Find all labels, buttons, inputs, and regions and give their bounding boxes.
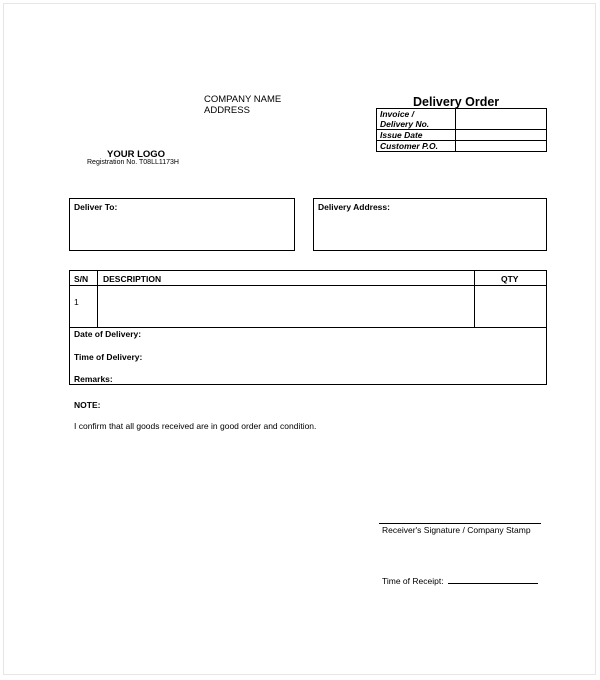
date-of-delivery-label: Date of Delivery: [74,329,142,339]
meta-label-customer-po: Customer P.O. [377,141,456,152]
delivery-address-box[interactable] [313,198,547,251]
header-qty: QTY [501,274,519,284]
meta-label-invoice: Invoice / [377,109,456,120]
document-title: Delivery Order [413,95,500,109]
delivery-order-page [3,3,596,675]
note-label: NOTE: [74,400,101,410]
company-name: COMPANY NAME [204,94,282,105]
deliver-to-label: Deliver To: [74,202,118,212]
meta-row-issue-date [377,130,547,141]
order-meta-table [376,108,547,152]
meta-row-invoice [377,109,547,120]
header-sn: S/N [74,274,89,284]
deliver-to-box[interactable] [69,198,295,251]
qty-column-divider [474,271,475,328]
meta-row-customer-po [377,141,547,152]
signature-label: Receiver's Signature / Company Stamp [382,525,531,535]
company-logo-placeholder: YOUR LOGO [107,149,166,160]
meta-value-customer-po[interactable] [456,141,547,152]
meta-value-issue-date[interactable] [456,130,547,141]
registration-number: Registration No. T08LL1173H [87,159,179,166]
remarks-label: Remarks: [74,374,113,384]
row-1-sn: 1 [74,297,79,307]
confirmation-text: I confirm that all goods received are in good order and condition. [74,421,317,431]
items-table [69,270,547,385]
header-description: DESCRIPTION [103,274,162,284]
delivery-address-label: Delivery Address: [318,202,390,212]
signature-line[interactable] [379,523,541,524]
time-of-receipt-line[interactable] [448,583,538,584]
items-footer-divider [70,327,546,328]
time-of-delivery-label: Time of Delivery: [74,352,143,362]
sn-column-divider [97,285,98,328]
time-of-receipt-label: Time of Receipt: [382,576,444,586]
meta-value-invoice-delivery-no[interactable] [456,109,547,130]
meta-label-delivery-no: Delivery No. [377,119,456,130]
meta-label-issue-date: Issue Date [377,130,456,141]
company-address: ADDRESS [204,105,250,116]
sn-column-divider-header [97,271,98,286]
